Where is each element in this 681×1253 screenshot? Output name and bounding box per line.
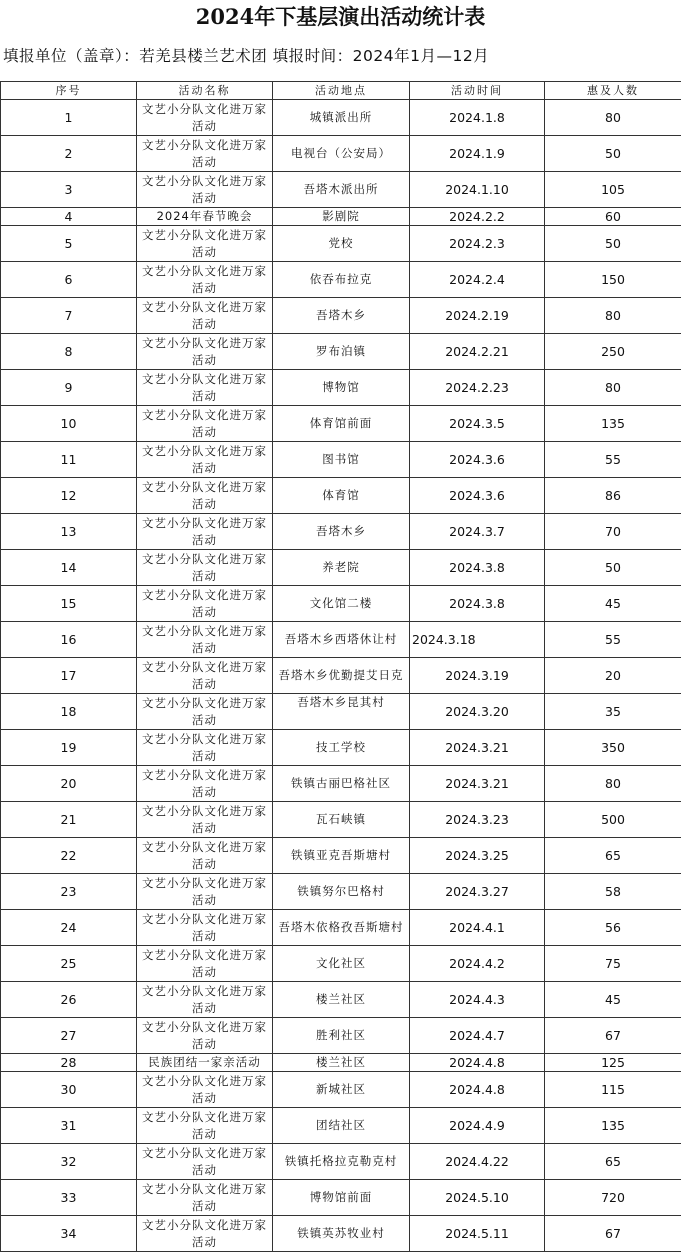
cell-activity-location: 影剧院	[273, 208, 410, 226]
table-row	[1, 586, 681, 622]
cell-activity-time: 2024.5.10	[410, 1180, 545, 1216]
table-row	[1, 136, 681, 172]
cell-seq: 13	[1, 514, 137, 550]
table-row	[1, 982, 681, 1018]
table-row	[1, 406, 681, 442]
cell-activity-location: 吾塔木乡西塔休让村	[273, 622, 410, 658]
cell-seq: 7	[1, 298, 137, 334]
statistics-table	[0, 81, 681, 1252]
cell-seq: 11	[1, 442, 137, 478]
table-row	[1, 838, 681, 874]
cell-activity-time: 2024.3.18	[410, 622, 545, 658]
cell-activity-location: 博物馆	[273, 370, 410, 406]
table-row	[1, 946, 681, 982]
cell-seq: 26	[1, 982, 137, 1018]
cell-beneficiaries: 105	[545, 172, 681, 208]
cell-activity-time: 2024.3.6	[410, 442, 545, 478]
cell-activity-location: 新城社区	[273, 1072, 410, 1108]
table-row	[1, 262, 681, 298]
table-body	[1, 100, 681, 1252]
cell-beneficiaries: 45	[545, 586, 681, 622]
cell-seq: 2	[1, 136, 137, 172]
cell-beneficiaries: 50	[545, 550, 681, 586]
cell-activity-time: 2024.3.6	[410, 478, 545, 514]
cell-seq: 17	[1, 658, 137, 694]
table-row	[1, 1144, 681, 1180]
cell-seq: 21	[1, 802, 137, 838]
cell-activity-name: 文艺小分队文化进万家活动	[137, 298, 273, 334]
table-row	[1, 766, 681, 802]
cell-beneficiaries: 135	[545, 1108, 681, 1144]
cell-activity-location: 楼兰社区	[273, 982, 410, 1018]
cell-activity-time: 2024.5.11	[410, 1216, 545, 1252]
cell-seq: 19	[1, 730, 137, 766]
cell-beneficiaries: 80	[545, 766, 681, 802]
cell-activity-name: 文艺小分队文化进万家活动	[137, 694, 273, 730]
cell-seq: 20	[1, 766, 137, 802]
table-row	[1, 910, 681, 946]
table-row	[1, 442, 681, 478]
table-row	[1, 1108, 681, 1144]
cell-seq: 14	[1, 550, 137, 586]
cell-activity-location: 吾塔木乡昆其村	[273, 694, 410, 730]
cell-beneficiaries: 45	[545, 982, 681, 1018]
cell-activity-name: 文艺小分队文化进万家活动	[137, 172, 273, 208]
cell-activity-time: 2024.3.8	[410, 550, 545, 586]
cell-activity-name: 民族团结一家亲活动	[137, 1054, 273, 1072]
cell-activity-location: 铁镇亚克吾斯塘村	[273, 838, 410, 874]
cell-activity-location: 吾塔木派出所	[273, 172, 410, 208]
cell-activity-location: 城镇派出所	[273, 100, 410, 136]
table-row	[1, 172, 681, 208]
cell-activity-time: 2024.3.7	[410, 514, 545, 550]
cell-activity-name: 文艺小分队文化进万家活动	[137, 586, 273, 622]
cell-beneficiaries: 50	[545, 226, 681, 262]
table-row	[1, 1054, 681, 1072]
cell-activity-location: 电视台（公安局）	[273, 136, 410, 172]
cell-beneficiaries: 150	[545, 262, 681, 298]
cell-activity-time: 2024.4.8	[410, 1054, 545, 1072]
cell-activity-location: 依吞布拉克	[273, 262, 410, 298]
cell-activity-location: 瓦石峡镇	[273, 802, 410, 838]
cell-seq: 24	[1, 910, 137, 946]
cell-activity-name: 文艺小分队文化进万家活动	[137, 1180, 273, 1216]
cell-beneficiaries: 65	[545, 1144, 681, 1180]
cell-activity-name: 文艺小分队文化进万家活动	[137, 514, 273, 550]
cell-activity-time: 2024.3.21	[410, 766, 545, 802]
cell-activity-location: 养老院	[273, 550, 410, 586]
cell-activity-time: 2024.2.4	[410, 262, 545, 298]
header-activity-location: 活动地点	[273, 82, 410, 100]
cell-seq: 12	[1, 478, 137, 514]
cell-beneficiaries: 350	[545, 730, 681, 766]
cell-activity-name: 文艺小分队文化进万家活动	[137, 658, 273, 694]
table-row	[1, 1216, 681, 1252]
cell-activity-location: 吾塔木乡	[273, 298, 410, 334]
cell-activity-name: 文艺小分队文化进万家活动	[137, 1072, 273, 1108]
cell-activity-time: 2024.3.21	[410, 730, 545, 766]
cell-seq: 32	[1, 1144, 137, 1180]
cell-activity-name: 文艺小分队文化进万家活动	[137, 766, 273, 802]
cell-activity-time: 2024.4.1	[410, 910, 545, 946]
header-activity-time: 活动时间	[410, 82, 545, 100]
cell-activity-name: 文艺小分队文化进万家活动	[137, 838, 273, 874]
cell-seq: 25	[1, 946, 137, 982]
cell-activity-name: 文艺小分队文化进万家活动	[137, 1216, 273, 1252]
cell-activity-location: 技工学校	[273, 730, 410, 766]
cell-seq: 34	[1, 1216, 137, 1252]
cell-seq: 5	[1, 226, 137, 262]
cell-beneficiaries: 80	[545, 100, 681, 136]
cell-activity-name: 文艺小分队文化进万家活动	[137, 1018, 273, 1054]
cell-activity-time: 2024.4.2	[410, 946, 545, 982]
table-row	[1, 370, 681, 406]
cell-beneficiaries: 115	[545, 1072, 681, 1108]
cell-activity-location: 体育馆	[273, 478, 410, 514]
cell-activity-time: 2024.2.23	[410, 370, 545, 406]
cell-activity-time: 2024.3.27	[410, 874, 545, 910]
cell-seq: 9	[1, 370, 137, 406]
report-info: 填报单位（盖章）：若羌县楼兰艺术团 填报时间：2024年1月—12月	[3, 47, 490, 65]
cell-seq: 31	[1, 1108, 137, 1144]
cell-seq: 8	[1, 334, 137, 370]
cell-activity-name: 文艺小分队文化进万家活动	[137, 226, 273, 262]
cell-beneficiaries: 67	[545, 1216, 681, 1252]
cell-seq: 23	[1, 874, 137, 910]
cell-beneficiaries: 500	[545, 802, 681, 838]
table-row	[1, 334, 681, 370]
cell-beneficiaries: 35	[545, 694, 681, 730]
cell-activity-location: 铁镇英苏牧业村	[273, 1216, 410, 1252]
cell-activity-location: 铁镇托格拉克勒克村	[273, 1144, 410, 1180]
table-row	[1, 1072, 681, 1108]
cell-seq: 30	[1, 1072, 137, 1108]
table-row	[1, 478, 681, 514]
cell-activity-time: 2024.1.10	[410, 172, 545, 208]
cell-activity-time: 2024.2.19	[410, 298, 545, 334]
cell-activity-name: 文艺小分队文化进万家活动	[137, 946, 273, 982]
cell-activity-name: 文艺小分队文化进万家活动	[137, 136, 273, 172]
cell-activity-time: 2024.3.25	[410, 838, 545, 874]
cell-seq: 33	[1, 1180, 137, 1216]
cell-beneficiaries: 55	[545, 622, 681, 658]
cell-activity-location: 文化馆二楼	[273, 586, 410, 622]
cell-activity-name: 文艺小分队文化进万家活动	[137, 370, 273, 406]
table-row	[1, 100, 681, 136]
table-row	[1, 514, 681, 550]
cell-activity-time: 2024.2.21	[410, 334, 545, 370]
cell-seq: 22	[1, 838, 137, 874]
cell-activity-location: 博物馆前面	[273, 1180, 410, 1216]
cell-activity-name: 文艺小分队文化进万家活动	[137, 262, 273, 298]
header-activity-name: 活动名称	[137, 82, 273, 100]
cell-activity-location: 吾塔木乡	[273, 514, 410, 550]
cell-activity-location: 胜利社区	[273, 1018, 410, 1054]
table-row	[1, 550, 681, 586]
table-row	[1, 208, 681, 226]
cell-activity-name: 文艺小分队文化进万家活动	[137, 1144, 273, 1180]
cell-beneficiaries: 86	[545, 478, 681, 514]
page-title: 2024年下基层演出活动统计表	[195, 4, 486, 29]
cell-activity-location: 图书馆	[273, 442, 410, 478]
cell-activity-location: 团结社区	[273, 1108, 410, 1144]
cell-activity-time: 2024.2.2	[410, 208, 545, 226]
cell-activity-time: 2024.4.22	[410, 1144, 545, 1180]
cell-activity-time: 2024.3.19	[410, 658, 545, 694]
cell-beneficiaries: 720	[545, 1180, 681, 1216]
cell-activity-name: 文艺小分队文化进万家活动	[137, 730, 273, 766]
cell-activity-time: 2024.3.8	[410, 586, 545, 622]
cell-beneficiaries: 250	[545, 334, 681, 370]
cell-activity-location: 吾塔木依格孜吾斯塘村	[273, 910, 410, 946]
cell-activity-location: 罗布泊镇	[273, 334, 410, 370]
cell-activity-name: 文艺小分队文化进万家活动	[137, 1108, 273, 1144]
cell-beneficiaries: 55	[545, 442, 681, 478]
cell-seq: 28	[1, 1054, 137, 1072]
cell-beneficiaries: 65	[545, 838, 681, 874]
cell-activity-location: 文化社区	[273, 946, 410, 982]
cell-activity-location: 体育馆前面	[273, 406, 410, 442]
cell-activity-time: 2024.1.9	[410, 136, 545, 172]
cell-activity-name: 文艺小分队文化进万家活动	[137, 334, 273, 370]
table-row	[1, 694, 681, 730]
cell-activity-time: 2024.3.5	[410, 406, 545, 442]
cell-activity-name: 文艺小分队文化进万家活动	[137, 802, 273, 838]
cell-seq: 3	[1, 172, 137, 208]
cell-beneficiaries: 75	[545, 946, 681, 982]
cell-activity-name: 文艺小分队文化进万家活动	[137, 622, 273, 658]
table-row	[1, 622, 681, 658]
table-row	[1, 730, 681, 766]
cell-activity-location: 吾塔木乡优勤提艾日克	[273, 658, 410, 694]
cell-activity-location: 党校	[273, 226, 410, 262]
cell-activity-name: 文艺小分队文化进万家活动	[137, 982, 273, 1018]
cell-activity-location: 铁镇努尔巴格村	[273, 874, 410, 910]
table-row	[1, 298, 681, 334]
header-seq: 序号	[1, 82, 137, 100]
table-row	[1, 1180, 681, 1216]
cell-seq: 10	[1, 406, 137, 442]
cell-activity-time: 2024.2.3	[410, 226, 545, 262]
table-row	[1, 658, 681, 694]
cell-beneficiaries: 67	[545, 1018, 681, 1054]
cell-beneficiaries: 58	[545, 874, 681, 910]
cell-activity-name: 文艺小分队文化进万家活动	[137, 100, 273, 136]
cell-activity-name: 文艺小分队文化进万家活动	[137, 478, 273, 514]
cell-seq: 6	[1, 262, 137, 298]
cell-activity-time: 2024.3.20	[410, 694, 545, 730]
cell-activity-name: 文艺小分队文化进万家活动	[137, 406, 273, 442]
cell-seq: 16	[1, 622, 137, 658]
cell-beneficiaries: 125	[545, 1054, 681, 1072]
cell-beneficiaries: 50	[545, 136, 681, 172]
cell-beneficiaries: 70	[545, 514, 681, 550]
cell-activity-name: 文艺小分队文化进万家活动	[137, 910, 273, 946]
cell-seq: 1	[1, 100, 137, 136]
cell-activity-name: 2024年春节晚会	[137, 208, 273, 226]
cell-activity-name: 文艺小分队文化进万家活动	[137, 874, 273, 910]
table-row	[1, 1018, 681, 1054]
cell-activity-location: 楼兰社区	[273, 1054, 410, 1072]
cell-seq: 18	[1, 694, 137, 730]
cell-beneficiaries: 80	[545, 370, 681, 406]
cell-seq: 15	[1, 586, 137, 622]
header-beneficiaries: 惠及人数	[545, 82, 681, 100]
cell-activity-name: 文艺小分队文化进万家活动	[137, 442, 273, 478]
cell-activity-time: 2024.3.23	[410, 802, 545, 838]
cell-activity-name: 文艺小分队文化进万家活动	[137, 550, 273, 586]
cell-activity-time: 2024.4.7	[410, 1018, 545, 1054]
table-header-row	[1, 82, 681, 100]
table-row	[1, 226, 681, 262]
table-row	[1, 874, 681, 910]
cell-beneficiaries: 20	[545, 658, 681, 694]
cell-activity-time: 2024.1.8	[410, 100, 545, 136]
cell-activity-time: 2024.4.9	[410, 1108, 545, 1144]
cell-beneficiaries: 56	[545, 910, 681, 946]
table-row	[1, 802, 681, 838]
cell-activity-location: 铁镇古丽巴格社区	[273, 766, 410, 802]
cell-beneficiaries: 135	[545, 406, 681, 442]
cell-activity-time: 2024.4.8	[410, 1072, 545, 1108]
cell-activity-time: 2024.4.3	[410, 982, 545, 1018]
cell-beneficiaries: 80	[545, 298, 681, 334]
cell-beneficiaries: 60	[545, 208, 681, 226]
cell-seq: 27	[1, 1018, 137, 1054]
cell-seq: 4	[1, 208, 137, 226]
